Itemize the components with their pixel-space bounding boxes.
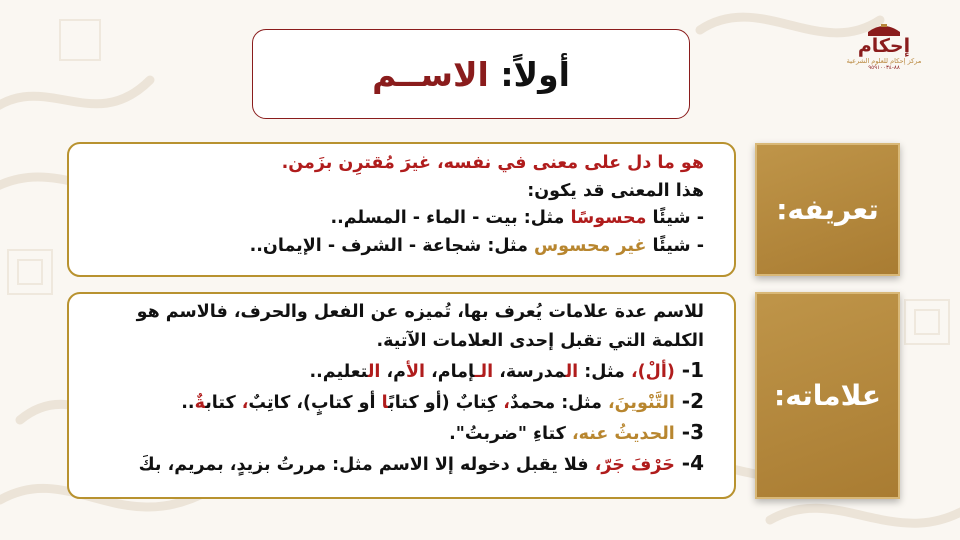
mark-1-name: (ألْ)، bbox=[630, 362, 675, 382]
title-word: الاســم bbox=[372, 54, 489, 94]
mark-4-number: 4- bbox=[674, 451, 704, 475]
definition-line-3 bbox=[83, 205, 704, 233]
definition-box bbox=[67, 142, 736, 277]
mark-1-number: 1- bbox=[674, 358, 704, 382]
mark-2-or-1: (أو bbox=[418, 393, 456, 413]
definition-line-4-c: مثل: شجاعة - الشرف - الإيمان.. bbox=[249, 235, 535, 256]
mark-2-tanween-1: ٌ، bbox=[497, 393, 510, 413]
mark-1-al-4: ال bbox=[367, 362, 381, 382]
title-box bbox=[252, 29, 690, 119]
mark-4 bbox=[83, 449, 704, 480]
mark-1 bbox=[83, 356, 704, 387]
logo-number: ٨٨-٩٥٩١٠٠٣٤ bbox=[868, 65, 900, 71]
mark-2-tanween-6: ةٌ bbox=[194, 393, 206, 413]
marks-label: علاماته: bbox=[774, 379, 881, 412]
mark-2 bbox=[83, 387, 704, 418]
mark-1-al-3: الأ bbox=[405, 362, 426, 382]
definition-line-1 bbox=[83, 150, 704, 178]
mark-1-example-label: مثل: bbox=[578, 362, 631, 382]
mark-1-word-1: مدرسة، bbox=[493, 362, 566, 382]
definition-line-3-a: - شيئًا bbox=[646, 208, 704, 228]
definition-intangible: غير محسوس bbox=[534, 235, 647, 256]
marks-box bbox=[67, 292, 736, 499]
definition-line-4-a: - شيئًا bbox=[646, 235, 704, 256]
mark-1-word-4: تعليم.. bbox=[309, 362, 368, 382]
marks-label-tile bbox=[755, 292, 900, 499]
mark-2-word-3: كتاب bbox=[388, 393, 419, 413]
mark-1-al-2: الـ bbox=[474, 362, 494, 382]
definition-main: هو ما دل على معنى في نفسه، bbox=[430, 153, 704, 173]
page-title bbox=[372, 55, 570, 94]
mark-2-word-1: محمد bbox=[509, 393, 556, 413]
mark-3-name: الحديثُ عنه، bbox=[571, 424, 675, 444]
definition-line-3-c: مثل: بيت - الماء - المسلم.. bbox=[330, 208, 571, 228]
definition-accent: غيرَ مُقترِن بزَمن. bbox=[281, 153, 431, 173]
mark-2-tanween-3: ًا bbox=[381, 393, 389, 413]
logo-name: إحكام bbox=[857, 35, 911, 57]
mark-2-number: 2- bbox=[674, 389, 704, 413]
definition-label-tile bbox=[755, 143, 900, 276]
definition-line-4 bbox=[83, 233, 704, 261]
mark-2-word-4: كتاب bbox=[311, 393, 353, 413]
mark-2-tanween-5: ٌ، bbox=[235, 393, 249, 413]
definition-label: تعريفه: bbox=[776, 193, 879, 226]
mark-2-name: التَّنْوينَ، bbox=[608, 393, 675, 413]
definition-line-2: هذا المعنى قد يكون: bbox=[527, 180, 704, 201]
title-prefix: أولاً: bbox=[500, 54, 570, 94]
mark-4-example: فلا يقبل دخوله إلا الاسم مثل: مررتُ بزيدٍ، بمريم، بكَ bbox=[138, 455, 595, 475]
mark-4-name: حَرْفَ جَرّ، bbox=[594, 455, 675, 475]
marks-intro: للاسم عدة علامات يُعرف بها، تُميزه عن الفعل والحرف، فالاسم هو الكلمة التي تقبل إحدى العلامات الآتية. bbox=[136, 302, 704, 351]
mark-2-end: .. bbox=[181, 393, 195, 413]
mark-2-close: )، bbox=[290, 393, 312, 413]
mark-3 bbox=[83, 418, 704, 449]
mark-3-example: كتاءِ "ضربتُ". bbox=[449, 424, 572, 444]
mark-1-al-1: ال bbox=[565, 362, 579, 382]
definition-tangible: محسوسًا bbox=[570, 208, 647, 228]
mark-1-word-2: إمام، bbox=[425, 362, 475, 382]
mark-2-word-2: كِتاب bbox=[455, 393, 498, 413]
mark-2-word-5: كاتِب bbox=[248, 393, 291, 413]
mark-2-example-label: مثل: bbox=[555, 393, 609, 413]
mark-1-word-3: م، bbox=[380, 362, 406, 382]
mark-2-or-2: أو bbox=[352, 393, 382, 413]
mark-3-number: 3- bbox=[674, 420, 704, 444]
logo bbox=[842, 24, 926, 94]
mark-2-word-6: كتاب bbox=[205, 393, 236, 413]
logo-subtitle: مركز إحكام للعلوم الشرعية bbox=[846, 57, 922, 65]
